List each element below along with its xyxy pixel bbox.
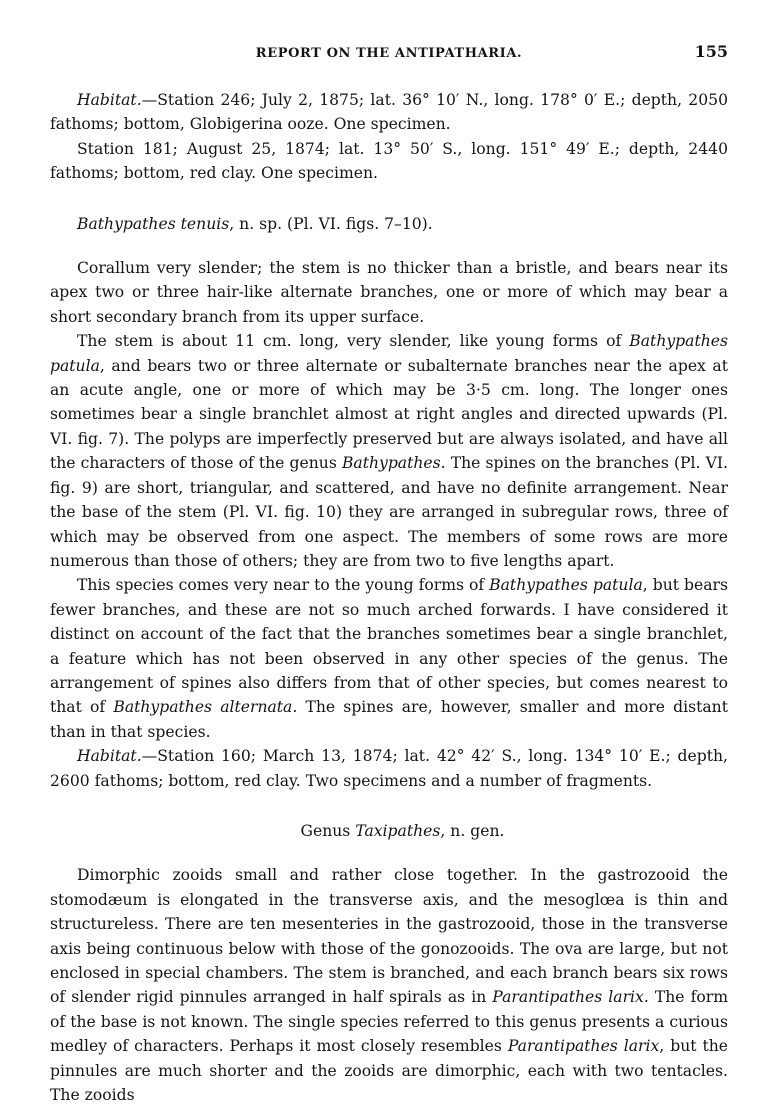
- genus-description-paragraph: [50, 863, 728, 1107]
- genus-name: Taxipathes: [355, 821, 441, 840]
- comparison-paragraph: [50, 573, 728, 744]
- text-span: , n. gen.: [440, 821, 505, 840]
- page-header: [50, 38, 728, 68]
- habitat-label: Habitat.: [77, 91, 142, 109]
- habitat-text: —Station 246; July 2, 1875; lat. 36° 10′ N., long. 178° 0′ E.; depth, 2050 fathoms; bottom, Globigerina ooze. One specimen.: [50, 91, 728, 134]
- text-span: Genus: [300, 821, 356, 840]
- text-span: The form of the base is not known. The single species referred to this genus presents a curious medley of characters. Perhaps it most closely resembles: [50, 988, 728, 1056]
- text-span: The stem is about 11 cm. long, very slender, like young forms of: [77, 332, 630, 351]
- habitat-paragraph-1: [50, 88, 728, 137]
- text-span: , but the pinnules are much shorter and the zooids are dimorphic, each with two tentacles. The zooids: [50, 1037, 728, 1105]
- station-181-paragraph: Station 181; August 25, 1874; lat. 13° 50′ S., long. 151° 49′ E.; depth, 2440 fathoms; bottom, red clay. One specimen.: [50, 139, 728, 183]
- text-span: The spines are, however, smaller and more distant than in that species.: [50, 698, 728, 741]
- genus-heading: [50, 819, 728, 843]
- taxon-name: Bathypathes alternata.: [113, 698, 298, 717]
- text-span: , but bears fewer branches, and these are not so much arched forwards. I have considered it distinct on account of the fact that the branches sometimes bear a single branchlet, a feature which has not been observed in any other species of the genus. The arrangement of spines also differs from that of other species, but comes nearest to that of: [50, 576, 728, 717]
- taxon-name: Bathypathes patula: [50, 332, 728, 375]
- text-span: This species comes very near to the young forms of: [77, 576, 490, 595]
- taxon-name: Bathypathes.: [341, 454, 446, 473]
- running-title: REPORT ON THE ANTIPATHARIA.: [255, 46, 523, 61]
- taxon-name: Bathypathes patula: [489, 576, 643, 595]
- species-name: Bathypathes tenuis: [77, 214, 230, 233]
- species-heading-rest: , n. sp. (Pl. VI. figs. 7–10).: [229, 214, 433, 233]
- taxon-name: Parantipathes larix.: [492, 988, 649, 1007]
- text-span: , and bears two or three alternate or subalternate branches near the apex at an acute angle, one or more of which may be 3·5 cm. long. The longer ones sometimes bear a single branchlet almost at right angles and directed upwards (Pl. VI. fig. 7). The polyps are imperfectly preserved but are always isolated, and have all the characters of those of the genus: [50, 356, 728, 473]
- habitat-text: —Station 160; March 13, 1874; lat. 42° 42′ S., long. 134° 10′ E.; depth, 2600 fathoms; bottom, red clay. Two specimens and a number of fragments.: [50, 747, 728, 790]
- page-number: 155: [694, 42, 728, 61]
- habitat-paragraph-2: [50, 744, 728, 793]
- taxon-name: Parantipathes larix: [507, 1037, 660, 1056]
- text-span: The spines on the branches (Pl. VI. fig. 9) are short, triangular, and scattered, and have no definite arrangement. Near the base of the stem (Pl. VI. fig. 10) they are arranged in subregular rows, three of which may be observed from one aspect. The members of some rows are more numerous than those of others; they are from two to five lengths apart.: [50, 454, 728, 570]
- description-paragraph: [50, 329, 728, 573]
- diagnosis-paragraph: Corallum very slender; the stem is no thicker than a bristle, and bears near its apex two or three hair-like alternate branches, one or more of which may bear a short secondary branch from its upper surface.: [50, 259, 728, 326]
- species-heading: [50, 212, 728, 236]
- habitat-label: Habitat.: [77, 747, 142, 766]
- text-span: Dimorphic zooids small and rather close together. In the gastrozooid the stomodæum is elongated in the transverse axis, and the mesoglœa is thin and structureless. There are ten mesenteries in the gastrozooid, those in the transverse axis being continuous below with those of the gonozooids. The ova are large, but not enclosed in special chambers. The stem is branched, and each branch bears six rows of slender rigid pinnules arranged in half spirals as in: [50, 866, 728, 1007]
